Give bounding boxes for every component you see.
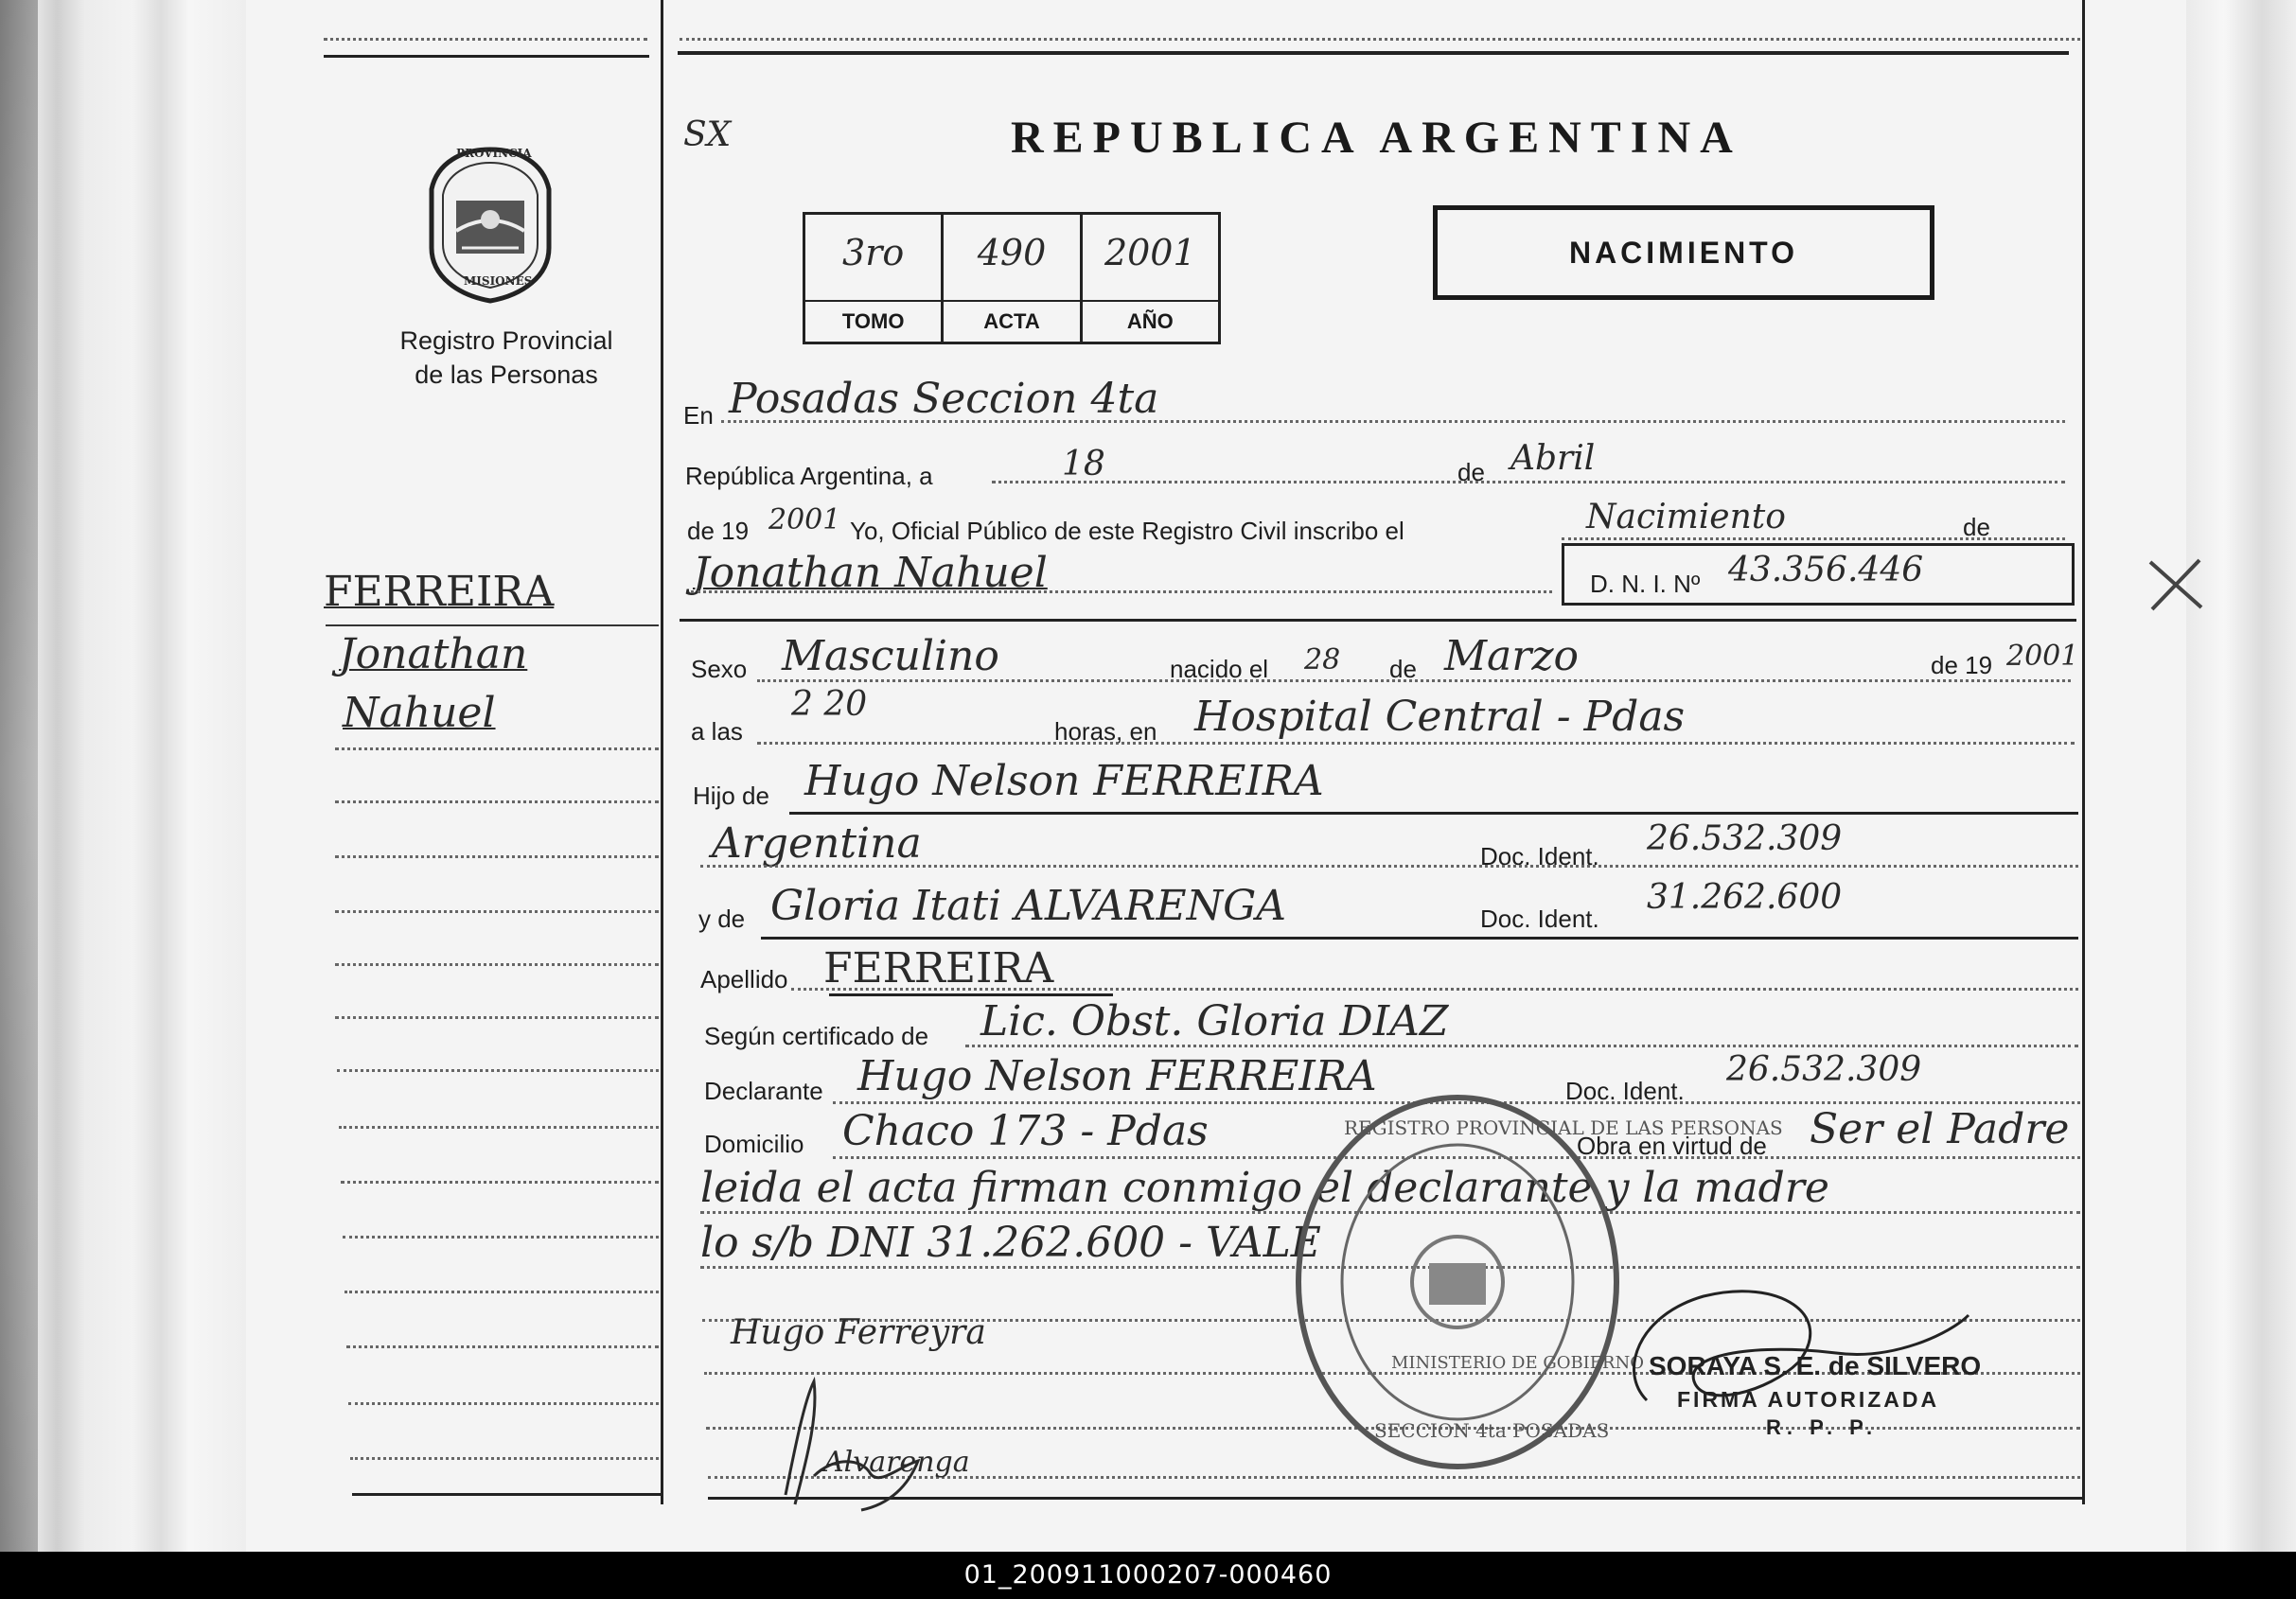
de4-label: de 19	[1931, 651, 1993, 679]
margin-dotted-10	[343, 1236, 659, 1239]
year-value: 2001	[768, 503, 841, 536]
hour-value: 2 20	[791, 685, 868, 724]
segun-label: Según certificado de	[704, 1022, 929, 1050]
apellido-label: Apellido	[700, 965, 788, 993]
margin-dotted-8	[339, 1126, 659, 1129]
reference-table	[803, 212, 1221, 344]
declarante-doc-label: Doc. Ident.	[1565, 1077, 1685, 1105]
margin-divider	[661, 0, 663, 1504]
margin-rule	[326, 624, 659, 626]
tomo-label: TOMO	[805, 300, 941, 342]
extra-line-2: lo s/b DNI 31.262.600 - VALE	[700, 1219, 1321, 1267]
image-id-bar	[0, 1552, 2296, 1599]
top-left-rule	[324, 55, 649, 58]
de2-label: de	[1963, 513, 1990, 541]
nacido-label: nacido el	[1170, 655, 1269, 683]
acta-cell	[944, 215, 1082, 342]
republica-label: República Argentina, a	[685, 462, 933, 490]
margin-dotted-12	[346, 1345, 659, 1348]
obra-label: Obra en virtud de	[1577, 1132, 1767, 1160]
registry-line-1: Registro Provincial	[399, 326, 613, 355]
declarante-label: Declarante	[704, 1077, 823, 1105]
a-las-label: a las	[691, 717, 743, 746]
official-name: SORAYA S. E. de SILVERO	[1649, 1351, 1982, 1380]
horas-dotted	[757, 742, 2075, 745]
margin-bottom-rule	[352, 1493, 661, 1496]
page-right-edge	[2186, 0, 2296, 1552]
domicilio-label: Domicilio	[704, 1130, 804, 1158]
segun-value: Lic. Obst. Gloria DIAZ	[980, 997, 1449, 1046]
mother-doc-value: 31.262.600	[1647, 878, 1843, 917]
margin-dotted-9	[341, 1181, 659, 1184]
year-label: de 19	[687, 517, 750, 545]
margin-dotted-5	[335, 963, 659, 966]
anio-value: 2001	[1104, 232, 1196, 273]
top-main-rule	[678, 51, 2069, 55]
en-label: En	[683, 401, 714, 430]
margin-dotted-13	[348, 1402, 659, 1405]
de3-label: de	[1389, 655, 1417, 683]
child-name: Jonathan Nahuel	[693, 549, 1048, 597]
en-value: Posadas Seccion 4ta	[729, 375, 1159, 423]
oficial-text: Yo, Oficial Público de este Registro Civil inscribo el	[850, 517, 1404, 545]
anio-label: AÑO	[1083, 300, 1218, 342]
domicilio-value: Chaco 173 - Pdas	[842, 1107, 1209, 1155]
seal-text-bottom: MISIONES	[464, 274, 533, 288]
dni-label: D. N. I. Nº	[1590, 570, 1701, 598]
father-doc-dotted	[700, 865, 2078, 868]
official-stamp-icon	[1287, 1088, 1628, 1476]
month-value: Abril	[1510, 439, 1596, 478]
acta-value: 490	[977, 232, 1047, 273]
right-border	[2082, 0, 2085, 1504]
margin-dotted-1	[335, 747, 659, 750]
margin-dotted-3	[335, 855, 659, 858]
obra-value: Ser el Padre	[1810, 1105, 2070, 1153]
x-mark-icon	[2143, 553, 2209, 619]
child-dotted	[691, 590, 1552, 593]
sexo-dotted	[757, 679, 2071, 682]
day-value: 18	[1062, 445, 1105, 483]
mother-signature-scrawl	[757, 1362, 946, 1514]
corner-mark: SX	[683, 115, 732, 154]
de-label: de	[1457, 458, 1485, 486]
stamp-text-top: REGISTRO PROVINCIAL DE LAS PERSONAS	[1344, 1116, 1783, 1139]
birth-day: 28	[1304, 643, 1341, 676]
seal-text-top: PROVINCIA	[456, 147, 532, 160]
margin-dotted-7	[337, 1069, 659, 1072]
extra-line-1: leida el acta firman conmigo el declarante y la madre	[700, 1164, 1829, 1212]
anio-cell	[1083, 215, 1218, 342]
margin-middle-name: Nahuel	[343, 689, 496, 737]
hijo-label: Hijo de	[693, 782, 769, 810]
registry-line-2: de las Personas	[415, 360, 598, 389]
father-doc-label: Doc. Ident.	[1480, 842, 1599, 870]
declarante-doc-value: 26.532.309	[1726, 1050, 1922, 1089]
top-dotted-line-right	[680, 38, 2080, 41]
declarant-signature: Hugo Ferreyra	[731, 1313, 986, 1352]
image-id-text: 01_200911000207-000460	[963, 1560, 1333, 1590]
official-role: FIRMA AUTORIZADA	[1677, 1387, 1940, 1412]
father-value: Hugo Nelson FERREIRA	[804, 757, 1324, 805]
margin-surname: FERREIRA	[324, 568, 555, 616]
father-rule	[789, 812, 2078, 815]
act-dotted	[1562, 537, 2065, 540]
act-value: Nacimiento	[1586, 498, 1786, 536]
place-value: Hospital Central - Pdas	[1194, 693, 1686, 741]
sexo-value: Masculino	[782, 632, 999, 680]
birth-year: 2001	[2006, 640, 2079, 673]
official-rpp: R. P. P.	[1766, 1415, 1879, 1439]
binding-edge	[0, 0, 38, 1552]
margin-dotted-6	[335, 1016, 659, 1019]
document-title: REPUBLICA ARGENTINA	[1011, 113, 1742, 163]
record-type-box	[1433, 205, 1934, 300]
apellido-underline	[829, 993, 1113, 996]
margin-dotted-4	[335, 910, 659, 913]
birth-month: Marzo	[1444, 632, 1579, 680]
yde-label: y de	[698, 905, 746, 933]
sexo-label: Sexo	[691, 655, 748, 683]
horas-label: horas, en	[1054, 717, 1157, 746]
margin-dotted-11	[344, 1291, 659, 1293]
mother-doc-label: Doc. Ident.	[1480, 905, 1599, 933]
segun-dotted	[965, 1045, 2078, 1047]
stamp-text-inner: MINISTERIO DE GOBIERNO	[1391, 1353, 1644, 1373]
father-doc-value: 26.532.309	[1647, 819, 1843, 858]
apellido-value: FERREIRA	[823, 944, 1054, 993]
apellido-dotted	[791, 988, 2078, 991]
tomo-value: 3ro	[842, 232, 905, 273]
margin-dotted-14	[350, 1457, 659, 1460]
top-dotted-line	[324, 38, 647, 41]
acta-label: ACTA	[944, 300, 1079, 342]
declarante-value: Hugo Nelson FERREIRA	[857, 1052, 1377, 1100]
mother-value: Gloria Itati ALVARENGA	[770, 882, 1287, 930]
registry-caption	[360, 324, 653, 392]
record-type-label: NACIMIENTO	[1568, 235, 1799, 270]
margin-dotted-2	[335, 800, 659, 803]
mother-rule	[761, 937, 2078, 940]
dni-value: 43.356.446	[1728, 551, 1924, 589]
mother-signature: Alvarenga	[823, 1446, 970, 1479]
en-dotted	[721, 420, 2065, 423]
father-nationality: Argentina	[712, 819, 922, 868]
stamp-text-bottom: SECCION 4ta POSADAS	[1374, 1419, 1610, 1442]
section-rule-1	[680, 619, 2076, 622]
margin-first-name: Jonathan	[339, 630, 528, 678]
tomo-cell	[805, 215, 944, 342]
date-dotted	[992, 481, 2065, 483]
